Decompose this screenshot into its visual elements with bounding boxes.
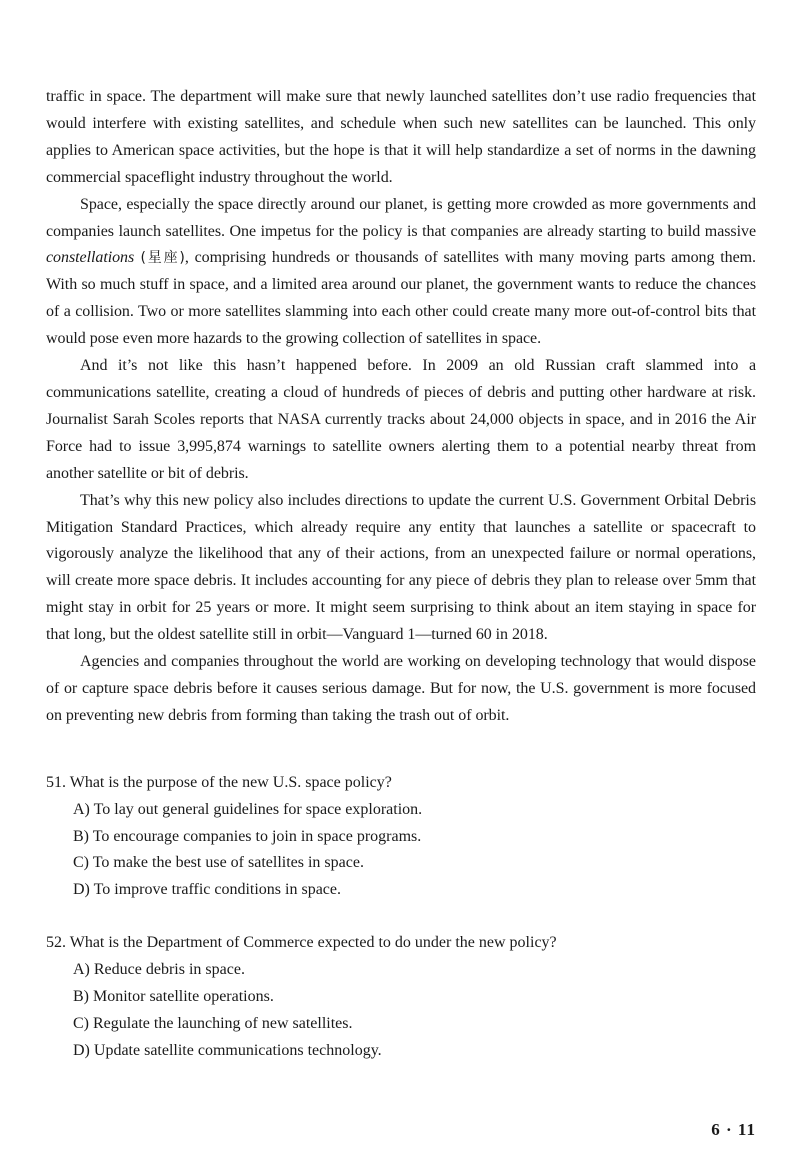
passage-paragraph-1: traffic in space. The department will make sure that newly launched satellites don’t use radio frequencies that would interfere with existing satellites, and schedule when such new satellites can be launched. This only applies to American space activities, but the hope is that it will help standardize a set of norms in the dawning commercial spaceflight industry throughout the world.	[46, 88, 756, 186]
passage-paragraph-4: That’s why this new policy also includes directions to update the current U.S. Government Orbital Debris Mitigation Standard Practices, which already require any entity that launches a satellite or spacecraft to vigorously analyze the likelihood that any of their actions, from an unexpected failure or normal operations, will create more space debris. It includes accounting for any piece of debris they plan to release over 5mm that might stay in orbit for 25 years or more. It might seem surprising to think about an item staying in space for that long, but the oldest satellite still in orbit—Vanguard 1—turned 60 in 2018.	[46, 491, 756, 644]
answer-option-b: B) To encourage companies to join in space programs.	[73, 827, 422, 845]
answer-option-d: D) To improve traffic conditions in space.	[73, 881, 341, 899]
answer-options	[46, 797, 756, 905]
passage-paragraph-2	[46, 192, 756, 353]
passage-paragraph-2-before: Space, especially the space directly around our planet, is getting more crowded as more governments and companies launch satellites. One impetus for the policy is that companies are already starting to build massive	[46, 195, 756, 240]
passage-paragraph-5: Agencies and companies throughout the world are working on developing technology that would dispose of or capture space debris before it causes serious damage. But for now, the U.S. government is more focused on preventing new debris from forming than taking the trash out of orbit.	[46, 653, 756, 724]
chinese-gloss: (星座)	[134, 250, 185, 267]
question-52	[46, 930, 756, 1065]
answer-options	[46, 957, 756, 1065]
page-number: 6 · 11	[711, 1120, 756, 1139]
question-list	[46, 770, 756, 1065]
reading-passage	[46, 84, 756, 730]
answer-option-d: D) Update satellite communications technology.	[73, 1041, 382, 1059]
answer-option-b: B) Monitor satellite operations.	[73, 988, 274, 1006]
glossed-term: constellations	[46, 249, 135, 267]
answer-option-a: A) Reduce debris in space.	[73, 961, 245, 979]
question-stem: 51. What is the purpose of the new U.S. space policy?	[46, 773, 392, 791]
document-page	[46, 84, 756, 1091]
passage-paragraph-2-after: , comprising hundreds or thousands of satellites with many moving parts among them. With so much stuff in space, and a limited area around our planet, the government wants to reduce the chances of a collision. Two or more satellites slamming into each other could create many more out-of-control bits that would pose even more hazards to the growing collection of satellites in space.	[46, 249, 757, 348]
answer-option-c: C) Regulate the launching of new satellites.	[73, 1015, 353, 1032]
question-51	[46, 770, 756, 905]
answer-option-c: C) To make the best use of satellites in space.	[73, 854, 364, 872]
question-stem: 52. What is the Department of Commerce expected to do under the new policy?	[46, 934, 557, 952]
passage-paragraph-3: And it’s not like this hasn’t happened before. In 2009 an old Russian craft slammed into a communications satellite, creating a cloud of hundreds of pieces of debris and putting other hardware at risk. Journalist Sarah Scoles reports that NASA currently tracks about 24,000 objects in space, and in 2016 the Air Force had to issue 3,995,874 warnings to satellite owners alerting them to a potential nearby threat from another satellite or bit of debris.	[46, 357, 756, 482]
answer-option-a: A) To lay out general guidelines for space exploration.	[73, 800, 423, 818]
